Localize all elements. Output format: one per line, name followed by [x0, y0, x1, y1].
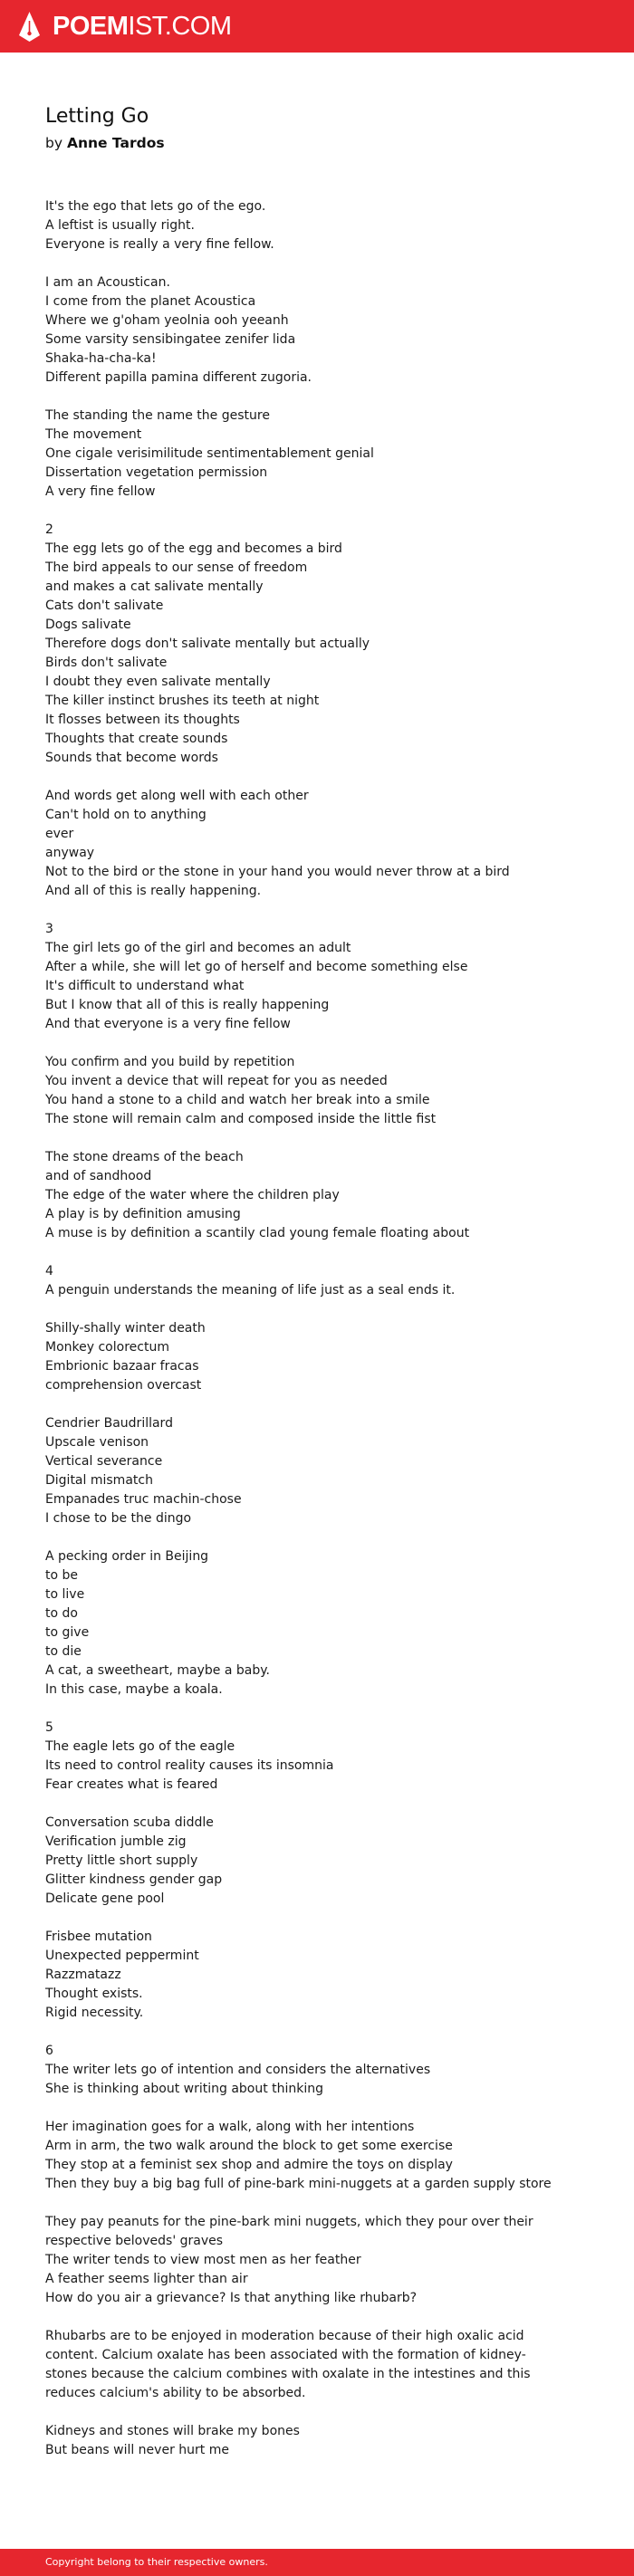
poem-line: I am an Acoustican.	[45, 275, 170, 290]
poem-stanza	[45, 2327, 552, 2403]
poem-line: The killer instinct brushes its teeth at night	[45, 694, 320, 708]
poem-line: Fear creates what is feared	[45, 1777, 218, 1792]
poem-title: Letting Go	[45, 105, 149, 128]
poem-line: You hand a stone to a child and watch her break into a smile	[45, 1093, 430, 1107]
poem-line: Delicate gene pool	[45, 1891, 165, 1906]
poem-stanza	[45, 1928, 552, 2023]
poem-line: Arm in arm, the two walk around the block to get some exercise	[45, 2139, 453, 2153]
poem-line: Vertical severance	[45, 1454, 163, 1469]
site-header	[0, 0, 634, 53]
poem-line: I come from the planet Acoustica	[45, 294, 256, 309]
poem-author[interactable]: Anne Tardos	[66, 135, 165, 151]
poem-line: And words get along well with each other	[45, 789, 309, 803]
poem-line: How do you air a grievance? Is that anything like rhubarb?	[45, 2291, 418, 2305]
poem-stanza	[45, 1319, 552, 1395]
poem-line: Then they buy a big bag full of pine-bark mini-nuggets at a garden supply store	[45, 2177, 552, 2191]
poem-line: The edge of the water where the children play	[45, 1188, 340, 1202]
poem-line: 5	[45, 1720, 53, 1735]
poem-line: After a while, she will let go of herself and become something else	[45, 960, 468, 974]
poem-line: Her imagination goes for a walk, along with her intentions	[45, 2120, 415, 2134]
poem-stanza	[45, 2422, 552, 2460]
poem-line: and makes a cat salivate mentally	[45, 579, 264, 594]
poem-line: Monkey colorectum	[45, 1340, 169, 1355]
poem-line: The stone will remain calm and composed inside the little fist	[45, 1112, 437, 1126]
poem-stanza	[45, 920, 552, 1034]
poem-line: Rigid necessity.	[45, 2006, 144, 2020]
poem-line: to live	[45, 1587, 85, 1602]
poem-line: Its need to control reality causes its insomnia	[45, 1758, 334, 1773]
poem-line: It's the ego that lets go of the ego.	[45, 199, 266, 214]
site-footer	[0, 2549, 634, 2576]
poem-line: In this case, maybe a koala.	[45, 1682, 223, 1697]
poem-line: Can't hold on to anything	[45, 808, 207, 822]
poem-stanza	[45, 1053, 552, 1129]
poem-stanza	[45, 2213, 552, 2308]
poem-line: to do	[45, 1606, 78, 1621]
poem-line: Digital mismatch	[45, 1473, 153, 1488]
poem-line: comprehension overcast	[45, 1378, 202, 1393]
poem-line: A cat, a sweetheart, maybe a baby.	[45, 1663, 270, 1678]
poem-line: It's difficult to understand what	[45, 979, 245, 993]
poem-line: to give	[45, 1625, 90, 1640]
site-logo[interactable]	[53, 11, 232, 42]
poem-line: and of sandhood	[45, 1169, 152, 1183]
poem-line: The girl lets go of the girl and becomes an adult	[45, 941, 351, 955]
poem-line: A feather seems lighter than air	[45, 2272, 248, 2286]
poem-line: A very fine fellow	[45, 484, 156, 499]
poem-stanza	[45, 521, 552, 768]
poem-line: ever	[45, 827, 74, 841]
poem-line: Sounds that become words	[45, 751, 218, 765]
poem-stanza	[45, 1719, 552, 1795]
logo-strong: POEM	[53, 12, 129, 41]
poem-line: Conversation scuba diddle	[45, 1815, 214, 1830]
poem-line: You confirm and you build by repetition	[45, 1055, 295, 1069]
poem-line: Cendrier Baudrillard	[45, 1416, 173, 1431]
poem-line: Empanades truc machin-chose	[45, 1492, 242, 1507]
poem-line: 3	[45, 922, 53, 936]
poem-line: The standing the name the gesture	[45, 408, 270, 423]
poem-line: Thought exists.	[45, 1987, 143, 2001]
poem-line: Verification jumble zig	[45, 1834, 187, 1849]
poem-line: One cigale verisimilitude sentimentablement genial	[45, 446, 374, 461]
poem-line: Some varsity sensibingatee zenifer lida	[45, 332, 296, 347]
poem-line: The bird appeals to our sense of freedom	[45, 560, 308, 575]
poem-line: Therefore dogs don't salivate mentally but actually	[45, 637, 370, 651]
poem-line: Cats don't salivate	[45, 599, 164, 613]
poem-stanza	[45, 197, 552, 254]
poem-line: And all of this is really happening.	[45, 884, 262, 898]
poem-line: The stone dreams of the beach	[45, 1150, 244, 1164]
poem-line: The writer tends to view most men as her feather	[45, 2253, 361, 2267]
poem-line: The writer lets go of intention and considers the alternatives	[45, 2063, 431, 2077]
poem-line: I doubt they even salivate mentally	[45, 675, 271, 689]
poem-line: A leftist is usually right.	[45, 218, 195, 233]
poem-line: Kidneys and stones will brake my bones	[45, 2424, 300, 2438]
poem-line: A pecking order in Beijing	[45, 1549, 209, 1564]
poem-body	[45, 197, 552, 2479]
poem-stanza	[45, 1414, 552, 1528]
poem-line: A penguin understands the meaning of life just as a seal ends it.	[45, 1283, 456, 1298]
poem-line: to be	[45, 1568, 79, 1583]
poem-stanza	[45, 1262, 552, 1300]
poem-line: They pay peanuts for the pine-bark mini nuggets, which they pour over their respective beloveds' graves	[45, 2215, 533, 2248]
poem-line: Pretty little short supply	[45, 1853, 198, 1868]
poem-line: Upscale venison	[45, 1435, 149, 1450]
poem-line: Razzmatazz	[45, 1968, 121, 1982]
logo-light: IST.COM	[128, 12, 232, 41]
poem-line: Embrionic bazaar fracas	[45, 1359, 199, 1374]
poem-stanza	[45, 2042, 552, 2099]
poem-line: And that everyone is a very fine fellow	[45, 1017, 291, 1031]
poem-stanza	[45, 1547, 552, 1700]
poem-line: Unexpected peppermint	[45, 1949, 199, 1963]
poem-line: She is thinking about writing about thinking	[45, 2082, 324, 2096]
poem-line: A muse is by definition a scantily clad young female floating about	[45, 1226, 470, 1240]
poem-line: The eagle lets go of the eagle	[45, 1739, 235, 1754]
poem-line: They stop at a feminist sex shop and admire the toys on display	[45, 2158, 453, 2172]
pen-nib-icon	[18, 12, 41, 42]
poem-byline	[45, 133, 165, 153]
by-label: by	[45, 135, 63, 151]
poem-line: Dissertation vegetation permission	[45, 465, 268, 480]
poem-line: Not to the bird or the stone in your hand you would never throw at a bird	[45, 865, 510, 879]
poem-line: It flosses between its thoughts	[45, 713, 240, 727]
poem-line: Dogs salivate	[45, 618, 131, 632]
poem-stanza	[45, 787, 552, 901]
poem-line: Different papilla pamina different zugoria.	[45, 370, 312, 385]
poem-line: 2	[45, 522, 53, 537]
poem-line: You invent a device that will repeat for you as needed	[45, 1074, 388, 1088]
poem-line: Everyone is really a very fine fellow.	[45, 237, 274, 252]
poem-stanza	[45, 273, 552, 388]
poem-line: 4	[45, 1264, 53, 1278]
poem-line: Rhubarbs are to be enjoyed in moderation because of their high oxalic acid content. Calcium oxalate has been associated with the formation of kidney-stones because the calcium combines with oxalate in the intestines and this reduces calcium's ability to be absorbed.	[45, 2329, 531, 2400]
poem-line: A play is by definition amusing	[45, 1207, 241, 1221]
poem-line: Frisbee mutation	[45, 1930, 152, 1944]
poem-stanza	[45, 407, 552, 502]
poem-line: The movement	[45, 427, 142, 442]
copyright-text: Copyright belong to their respective owners.	[45, 2556, 268, 2568]
poem-line: But I know that all of this is really happening	[45, 998, 330, 1012]
poem-line: anyway	[45, 846, 95, 860]
poem-line: The egg lets go of the egg and becomes a bird	[45, 541, 342, 556]
poem-line: Where we g'oham yeolnia ooh yeeanh	[45, 313, 289, 328]
poem-stanza	[45, 1148, 552, 1243]
poem-line: Birds don't salivate	[45, 656, 168, 670]
poem-line: But beans will never hurt me	[45, 2443, 229, 2457]
poem-line: I chose to be the dingo	[45, 1511, 192, 1526]
poem-line: Thoughts that create sounds	[45, 732, 228, 746]
poem-line: to die	[45, 1644, 82, 1659]
poem-line: Glitter kindness gender gap	[45, 1872, 223, 1887]
poem-stanza	[45, 2118, 552, 2194]
logo-link[interactable]	[18, 12, 41, 42]
poem-line: Shilly-shally winter death	[45, 1321, 206, 1336]
poem-stanza	[45, 1814, 552, 1909]
poem-line: Shaka-ha-cha-ka!	[45, 351, 157, 366]
poem-line: 6	[45, 2044, 53, 2058]
